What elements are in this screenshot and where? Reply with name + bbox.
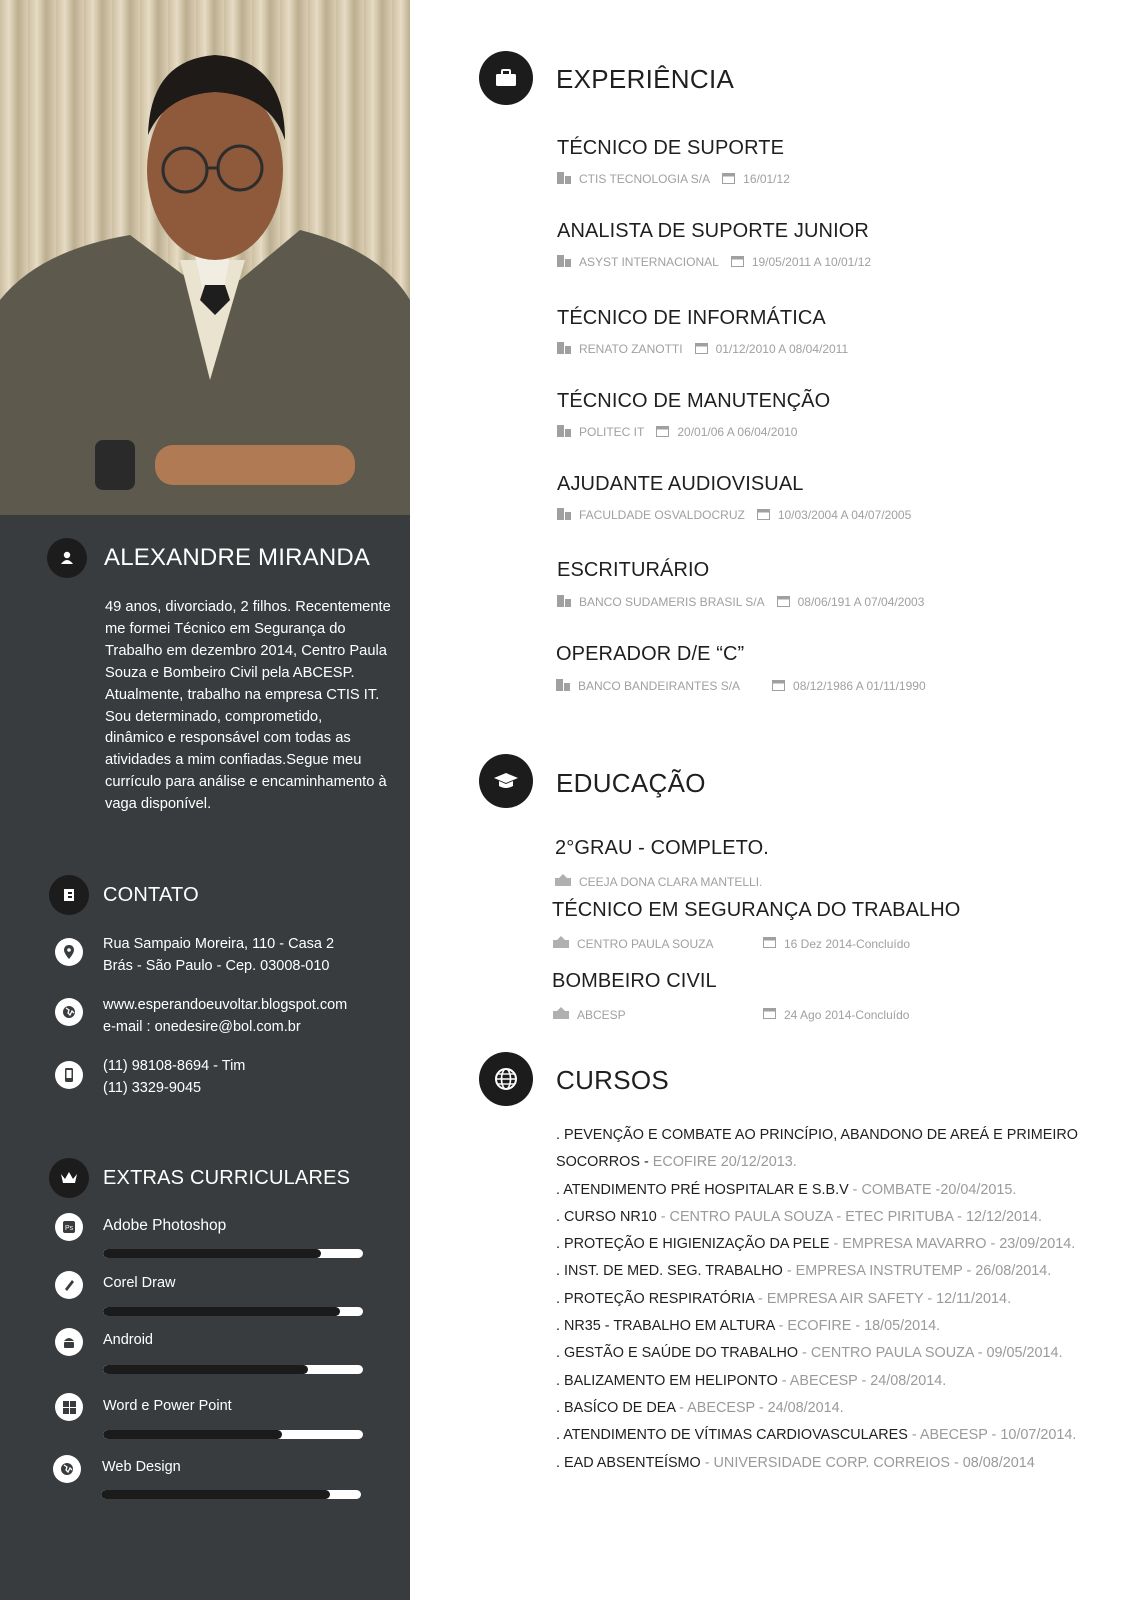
skill-label: Android: [103, 1332, 153, 1348]
course-item: [556, 1177, 1096, 1204]
skill-bar-fill: [103, 1430, 282, 1439]
course-detail: - EMPRESA AIR SAFETY - 12/11/2014.: [758, 1290, 1012, 1307]
skill-bar: [101, 1490, 361, 1499]
skill-bar: [103, 1365, 363, 1374]
course-item: [556, 1450, 1096, 1477]
course-name: . GESTÃO E SAÚDE DO TRABALHO: [556, 1345, 803, 1362]
job-meta: [557, 424, 797, 440]
course-detail: - ECOFIRE - 18/05/2014.: [778, 1318, 941, 1335]
calendar-icon: [695, 342, 708, 357]
job-meta: [556, 678, 926, 694]
course-detail: - CENTRO PAULA SOUZA - ETEC PIRITUBA - 12/12/2014.: [660, 1208, 1042, 1225]
course-detail: - COMBATE -20/04/2015.: [852, 1181, 1017, 1198]
course-name: . PROTEÇÃO RESPIRATÓRIA: [556, 1290, 759, 1307]
calendar-icon: [757, 508, 770, 523]
job-meta: [557, 254, 871, 270]
school-building-icon: [553, 936, 569, 951]
courses-list: [556, 1122, 1096, 1477]
address-line-2: Brás - São Paulo - Cep. 03008-010: [103, 958, 330, 974]
graduation-cap-icon: [493, 772, 519, 790]
phone-2: (11) 3329-9045: [103, 1080, 202, 1096]
course-detail: - ABECESP - 24/08/2014.: [679, 1399, 844, 1416]
course-detail: - CENTRO PAULA SOUZA - 09/05/2014.: [802, 1345, 1063, 1362]
job-title: AJUDANTE AUDIOVISUAL: [557, 473, 804, 495]
job-date: 08/06/191 A 07/04/2003: [797, 595, 925, 609]
education-school: CENTRO PAULA SOUZA: [577, 936, 714, 951]
contact-book-icon: [61, 887, 77, 903]
courses-section-icon: [479, 1052, 533, 1106]
skill-bar-fill: [101, 1490, 330, 1499]
school-building-icon: [555, 874, 571, 889]
corel-draw-icon: [55, 1271, 83, 1299]
building-icon: [557, 341, 571, 357]
job-title: OPERADOR D/E “C”: [556, 643, 745, 665]
education-date: 24 Ago 2014-Concluído: [784, 1007, 910, 1022]
course-detail: - ABECESP - 10/07/2014.: [911, 1427, 1077, 1444]
education-title-item: BOMBEIRO CIVIL: [552, 970, 717, 992]
sidebar: [0, 0, 410, 1600]
education-meta: [553, 1007, 909, 1022]
job-title: TÉCNICO DE INFORMÁTICA: [557, 307, 826, 329]
course-item: [556, 1258, 1096, 1285]
course-name: . ATENDIMENTO DE VÍTIMAS CARDIOVASCULARES: [556, 1427, 912, 1444]
school-building-icon: [553, 1007, 569, 1022]
job-company: ASYST INTERNACIONAL: [579, 255, 719, 269]
extras-title: EXTRAS CURRICULARES: [103, 1167, 351, 1189]
course-detail: - UNIVERSIDADE CORP. CORREIOS - 08/08/2014: [704, 1454, 1035, 1471]
job-title: ANALISTA DE SUPORTE JUNIOR: [557, 220, 869, 242]
skill-label: Word e Power Point: [103, 1398, 232, 1414]
experience-section-icon: [479, 51, 533, 105]
job-meta: [557, 507, 911, 523]
contact-section-icon: [49, 875, 89, 915]
skill-label: Corel Draw: [103, 1275, 176, 1291]
education-title-item: TÉCNICO EM SEGURANÇA DO TRABALHO: [552, 899, 961, 921]
building-icon: [557, 171, 571, 187]
course-name: . PROTEÇÃO E HIGIENIZAÇÃO DA PELE: [556, 1236, 834, 1253]
profile-section-icon: [47, 538, 87, 578]
course-name: . NR35 - TRABALHO EM ALTURA: [556, 1318, 779, 1335]
building-icon: [557, 424, 571, 440]
course-name: . INST. DE MED. SEG. TRABALHO: [556, 1263, 787, 1280]
job-date: 20/01/06 A 06/04/2010: [677, 425, 798, 439]
education-title: EDUCAÇÃO: [556, 768, 706, 798]
course-name: . BALIZAMENTO EM HELIPONTO: [556, 1372, 782, 1389]
website-link[interactable]: www.esperandoeuvoltar.blogspot.com: [103, 997, 348, 1013]
job-company: BANCO SUDAMERIS BRASIL S/A: [579, 595, 765, 609]
android-icon: [55, 1328, 83, 1356]
job-title: TÉCNICO DE MANUTENÇÃO: [557, 390, 831, 412]
contact-title: CONTATO: [103, 884, 199, 906]
job-meta: [557, 171, 790, 187]
photoshop-icon: [55, 1213, 83, 1241]
calendar-icon: [731, 255, 744, 270]
job-meta: [557, 594, 924, 610]
course-name: . EAD ABSENTEÍSMO: [556, 1454, 705, 1471]
course-detail: - EMPRESA MAVARRO - 23/09/2014.: [833, 1236, 1076, 1253]
phone-1: (11) 98108-8694 - Tim: [103, 1058, 246, 1074]
education-date: 16 Dez 2014-Concluído: [784, 936, 911, 951]
world-globe-icon: [494, 1067, 518, 1091]
job-company: FACULDADE OSVALDOCRUZ: [579, 508, 745, 522]
skill-bar-fill: [103, 1365, 308, 1374]
course-item: [556, 1204, 1096, 1231]
experience-title: EXPERIÊNCIA: [556, 64, 735, 94]
job-date: 01/12/2010 A 08/04/2011: [715, 342, 849, 356]
skill-bar: [103, 1307, 363, 1316]
profile-photo: [0, 0, 410, 515]
course-detail: - EMPRESA INSTRUTEMP - 26/08/2014.: [786, 1263, 1052, 1280]
calendar-icon: [777, 595, 790, 610]
education-title-item: 2°GRAU - COMPLETO.: [555, 837, 769, 859]
job-company: POLITEC IT: [579, 425, 645, 439]
job-date: 08/12/1986 A 01/11/1990: [793, 679, 926, 693]
education-meta: [555, 874, 762, 889]
calendar-icon: [656, 425, 669, 440]
courses-title: CURSOS: [556, 1065, 670, 1095]
skill-label: Web Design: [102, 1459, 181, 1475]
course-name: . PEVENÇÃO E COMBATE AO PRINCÍPIO, ABANDONO DE AREÁ E PRIMEIRO SOCORROS -: [556, 1127, 1078, 1171]
briefcase-icon: [495, 69, 517, 87]
course-item: [556, 1368, 1096, 1395]
calendar-icon: [722, 172, 735, 187]
job-date: 19/05/2011 A 10/01/12: [751, 255, 872, 269]
job-company: CTIS TECNOLOGIA S/A: [579, 172, 711, 186]
job-date: 16/01/12: [743, 172, 790, 186]
crown-icon: [60, 1171, 78, 1185]
skill-label: Adobe Photoshop: [103, 1217, 227, 1234]
location-pin-icon: [55, 938, 83, 966]
course-item: [556, 1231, 1096, 1258]
course-item: [556, 1395, 1096, 1422]
course-item: [556, 1286, 1096, 1313]
web-design-globe-icon: [53, 1455, 81, 1483]
skill-bar-fill: [103, 1307, 340, 1316]
phone-icon: [55, 1061, 83, 1089]
course-item: [556, 1313, 1096, 1340]
building-icon: [557, 594, 571, 610]
job-company: BANCO BANDEIRANTES S/A: [578, 679, 741, 693]
calendar-icon: [763, 1007, 776, 1022]
building-icon: [556, 678, 570, 694]
education-section-icon: [479, 754, 533, 808]
address-line-1: Rua Sampaio Moreira, 110 - Casa 2: [103, 936, 335, 952]
job-date: 10/03/2004 A 04/07/2005: [777, 508, 912, 522]
course-name: . CURSO NR10: [556, 1208, 661, 1225]
windows-icon: [55, 1393, 83, 1421]
svg-text:Ps: Ps: [65, 1225, 74, 1232]
job-company: RENATO ZANOTTI: [579, 342, 683, 356]
profile-name: ALEXANDRE MIRANDA: [104, 544, 371, 571]
extras-section-icon: [49, 1158, 89, 1198]
calendar-icon: [772, 679, 785, 694]
course-name: . ATENDIMENTO PRÉ HOSPITALAR E S.B.V: [556, 1181, 853, 1198]
education-meta: [553, 936, 910, 951]
job-title: TÉCNICO DE SUPORTE: [557, 137, 785, 159]
user-icon: [59, 550, 75, 566]
calendar-icon: [763, 936, 776, 951]
skill-bar-fill: [103, 1249, 321, 1258]
globe-icon: [55, 998, 83, 1026]
course-detail: ECOFIRE 20/12/2013.: [652, 1154, 797, 1171]
course-item: [556, 1122, 1096, 1177]
skill-bar: [103, 1430, 363, 1439]
course-item: [556, 1422, 1096, 1449]
building-icon: [557, 254, 571, 270]
job-title: ESCRITURÁRIO: [557, 559, 710, 581]
course-detail: - ABECESP - 24/08/2014.: [781, 1372, 947, 1389]
skill-bar: [103, 1249, 363, 1258]
email-link[interactable]: e-mail : onedesire@bol.com.br: [103, 1019, 301, 1035]
building-icon: [557, 507, 571, 523]
course-item: [556, 1340, 1096, 1367]
education-school: CEEJA DONA CLARA MANTELLI.: [579, 874, 763, 889]
course-name: . BASÍCO DE DEA: [556, 1399, 680, 1416]
education-school: ABCESP: [577, 1007, 626, 1022]
profile-bio: 49 anos, divorciado, 2 filhos. Recentemente me formei Técnico em Segurança do Trabalho em dezembro 2014, Centro Paula Souza e Bombeiro Civil pela ABCESP. Atualmente, trabalho na empresa CTIS IT. Sou determinado, comprometido, dinâmico e responsável com todas as atividades a mim confiadas.Segue meu currículo para análise e encaminhamento à vaga disponível.: [105, 599, 391, 813]
job-meta: [557, 341, 848, 357]
